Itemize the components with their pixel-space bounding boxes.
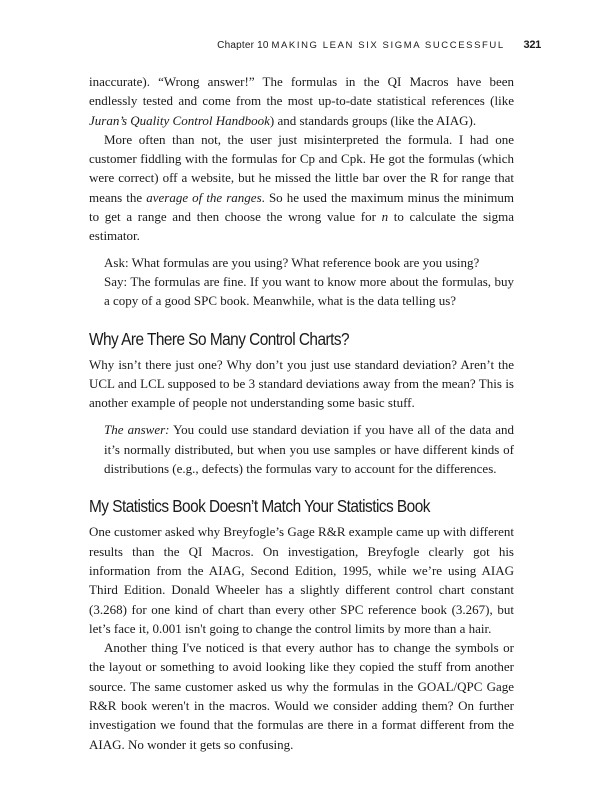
page-body <box>89 72 514 754</box>
paragraph-text: to calculate the sigma estimator. <box>89 209 514 244</box>
page-number: 321 <box>523 39 541 51</box>
section-heading-statistics-book: My Statistics Book Doesn’t Match Your Statistics Book <box>89 496 430 517</box>
section-heading-control-charts: Why Are There So Many Control Charts? <box>89 328 350 349</box>
paragraph-control-charts: Why isn’t there just one? Why don’t you just use standard deviation? Aren’t the UCL and LCL supposed to be 3 standard deviations away from the mean? This is another example of people not understanding some basic stuff. <box>89 356 514 411</box>
paragraph-breyfogle: One customer asked why Breyfogle’s Gage R&R example came up with different results than the QI Macros. On investigation, Breyfogle clearly got his information from the AIAG, Second Edition, 1995, while we’re using AIAG Third Edition. Donald Wheeler has a slightly different control chart constant (3.268) for one kind of chart than every other SPC reference book (3.267), but let’s face it, 0.001 isn't going to change the control limits by more than a hair. <box>89 524 514 636</box>
book-title: Juran’s Quality Control Handbook <box>89 112 270 128</box>
ask-line: Ask: What formulas are you using? What reference book are you using? <box>104 254 480 270</box>
paragraph-text: ) and standards groups (like the AIAG). <box>269 112 477 128</box>
emphasis-text: average of the ranges <box>146 189 262 205</box>
emphasis-text: n <box>381 209 389 225</box>
running-header <box>0 39 541 51</box>
paragraph-continued <box>89 72 514 130</box>
answer-label: The answer: <box>104 422 170 438</box>
chapter-title: MAKING LEAN SIX SIGMA SUCCESSFUL <box>271 40 505 51</box>
paragraph-formula <box>89 130 514 246</box>
paragraph-text: More often than not, the user just misinterpreted the formula. I had one customer fiddling with the formulas for Cp and Cpk. He got the formulas (which were correct) off a website, but he missed the little bar over the R for range that means the <box>89 131 514 205</box>
chapter-label: Chapter 10 <box>217 40 269 51</box>
say-line: Say: The formulas are fine. If you want to know more about the formulas, buy a copy of a good SPC book. Meanwhile, what is the data telling us? <box>104 273 514 309</box>
paragraph-text: . So he used the maximum minus the minimum to get a range and then choose the wrong value for <box>89 189 514 225</box>
paragraph-symbols: Another thing I've noticed is that every author has to change the symbols or the layout or something to avoid looking like they copied the stuff from another source. The same customer asked us why the formulas in the GOAL/QPC Gage R&R book weren't in the macros. Would we consider adding them? On further investigation we found that the formulas are there in a format different from the AIAG. No wonder it gets so confusing. <box>89 640 514 752</box>
answer-text: You could use standard deviation if you have all of the data and it’s normally distributed, but when you use samples or have different kinds of distributions (e.g., defects) the formulas vary to account for the differences. <box>104 422 514 477</box>
answer-block <box>104 420 514 478</box>
paragraph-text: inaccurate). “Wrong answer!” The formulas in the QI Macros have been endlessly tested and come from the most up-to-date statistical references (like <box>89 74 514 109</box>
